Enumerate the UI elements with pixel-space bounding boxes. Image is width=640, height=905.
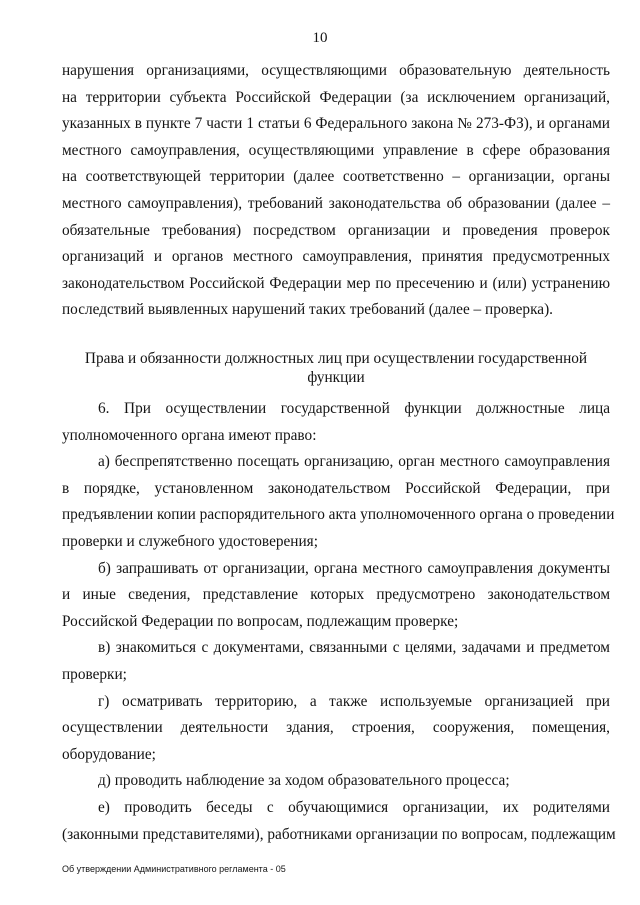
intro-paragraph (62, 58, 610, 324)
text-line: г) осматривать территорию, а также используемые организацией при (98, 692, 610, 710)
page-number: 10 (312, 30, 328, 46)
text-line: проверки и служебного удостоверения; (62, 532, 318, 550)
text-line: указанных в пункте 7 части 1 статьи 6 Федерального закона № 273-ФЗ), и органами (62, 115, 610, 133)
section-heading (62, 349, 610, 387)
text-line: 6. При осуществлении государственной функции должностные лица (98, 400, 610, 417)
text-line: на соответствующей территории (далее соответственно – организации, органы (62, 168, 610, 186)
text-line: уполномоченного органа имеют право: (62, 426, 317, 444)
text-line: е) проводить беседы с обучающимися организации, их родителями (98, 798, 610, 816)
text-line: а) беспрепятственно посещать организацию, орган местного самоуправления (98, 453, 610, 471)
section-heading-line1: Права и обязанности должностных лиц при осуществлении государственной (84, 350, 588, 367)
text-line: и иные сведения, представление которых предусмотрено законодательством (62, 586, 610, 604)
text-line: на территории субъекта Российской Федерации (за исключением организаций, (62, 88, 610, 106)
text-line: проверки; (62, 665, 127, 683)
text-line: местного самоуправления), требований законодательства об образовании (далее – (62, 194, 610, 212)
text-line: нарушения организациями, осуществляющими образовательную деятельность (62, 62, 610, 79)
text-line: оборудование; (62, 745, 156, 763)
text-line: последствий выявленных нарушений таких требований (далее – проверка). (62, 301, 553, 319)
text-line: в порядке, установленном законодательством Российской Федерации, при (62, 479, 610, 497)
text-line: д) проводить наблюдение за ходом образовательного процесса; (98, 772, 510, 790)
text-line: осуществлении деятельности здания, строения, сооружения, помещения, (62, 719, 610, 737)
text-line: местного самоуправления, осуществляющими управление в сфере образования (62, 141, 610, 159)
section-heading-line2: функции (307, 369, 365, 386)
text-line: предъявлении копии распорядительного акта уполномоченного органа о проведении (62, 506, 615, 524)
text-line: (законными представителями), работниками организации по вопросам, подлежащим (62, 825, 616, 843)
footer-note: Об утверждении Административного регламента - 05 (62, 864, 286, 874)
text-line: организаций и органов местного самоуправления, принятия предусмотренных (62, 248, 610, 266)
text-line: Российской Федерации по вопросам, подлежащим проверке; (62, 612, 459, 630)
text-line: в) знакомиться с документами, связанными с целями, задачами и предметом (98, 639, 610, 657)
text-line: обязательные требования) посредством организации и проведения проверок (62, 221, 610, 239)
rights-list (62, 396, 616, 848)
text-line: б) запрашивать от организации, органа местного самоуправления документы (98, 559, 610, 577)
text-line: законодательством Российской Федерации мер по пресечению и (или) устранению (62, 274, 610, 292)
